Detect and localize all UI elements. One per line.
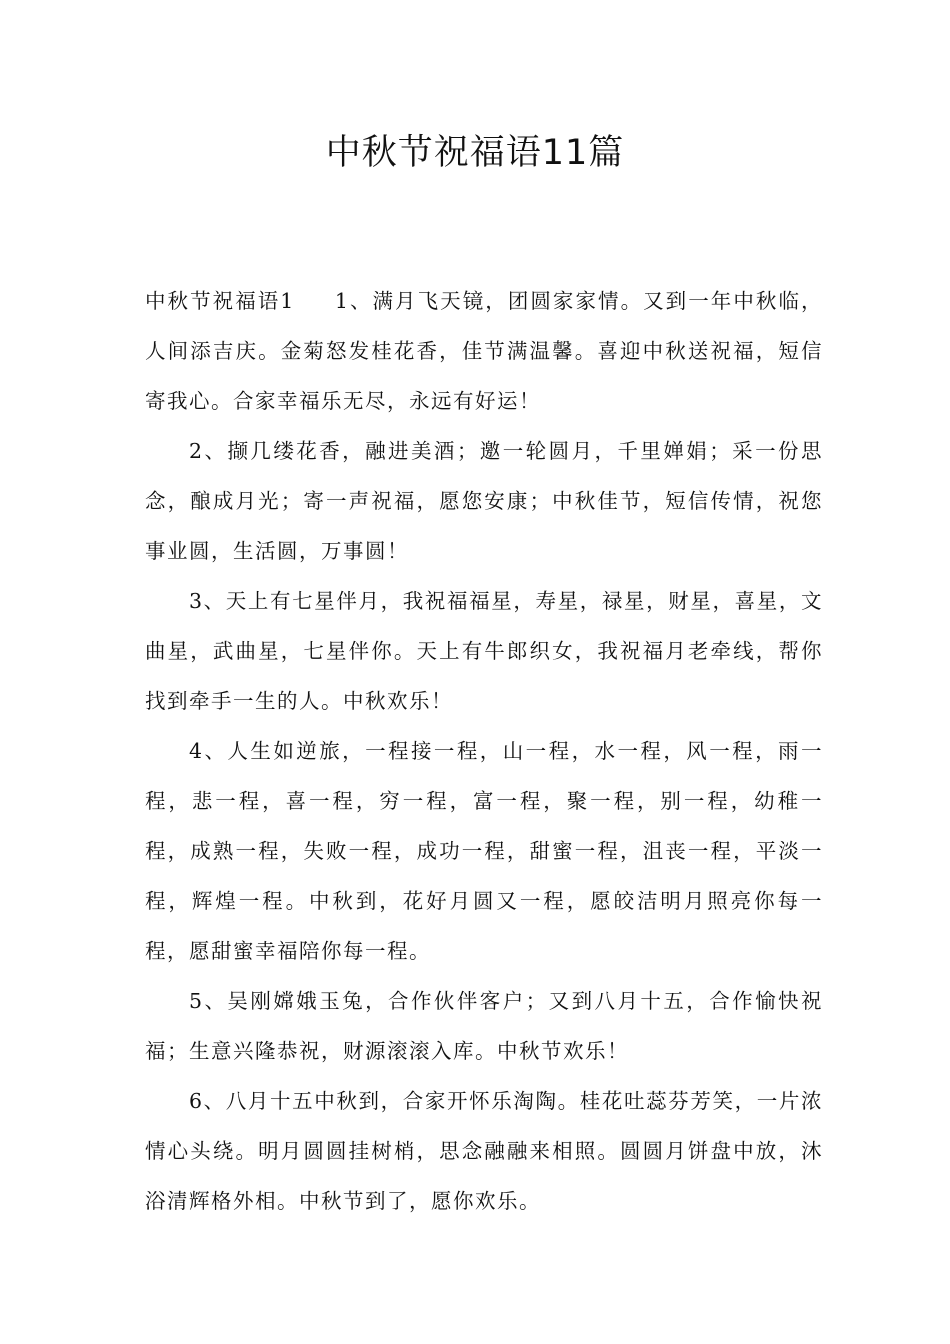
paragraph-5: 5、吴刚嫦娥玉兔，合作伙伴客户；又到八月十五，合作愉快祝福；生意兴隆恭祝，财源滚滚入库。中秋节欢乐！ [145, 989, 823, 1063]
document-body [145, 276, 823, 1226]
section-heading: 中秋节祝福语1 [145, 289, 295, 313]
document-title: 中秋节祝福语11篇 [325, 133, 625, 173]
paragraph-2: 2、撷几缕花香，融进美酒；邀一轮圆月，千里婵娟；采一份思念，酿成月光；寄一声祝福，愿您安康；中秋佳节，短信传情，祝您事业圆，生活圆，万事圆！ [145, 439, 823, 563]
paragraph-3: 3、天上有七星伴月，我祝福福星，寿星，禄星，财星，喜星，文曲星，武曲星，七星伴你。天上有牛郎织女，我祝福月老牵线，帮你找到牵手一生的人。中秋欢乐！ [145, 589, 823, 713]
paragraph-4: 4、人生如逆旅，一程接一程，山一程，水一程，风一程，雨一程，悲一程，喜一程，穷一程，富一程，聚一程，别一程，幼稚一程，成熟一程，失败一程，成功一程，甜蜜一程，沮丧一程，平淡一程，辉煌一程。中秋到，花好月圆又一程，愿皎洁明月照亮你每一程，愿甜蜜幸福陪你每一程。 [145, 739, 823, 963]
paragraph-6: 6、八月十五中秋到，合家开怀乐淘陶。桂花吐蕊芬芳笑，一片浓情心头绕。明月圆圆挂树梢，思念融融来相照。圆圆月饼盘中放，沐浴清辉格外相。中秋节到了，愿你欢乐。 [145, 1089, 823, 1213]
paragraph-1 [145, 276, 823, 426]
paragraph-1-text: 1、满月飞天镜，团圆家家情。又到一年中秋临，人间添吉庆。金菊怒发桂花香，佳节满温馨。喜迎中秋送祝福，短信寄我心。合家幸福乐无尽，永远有好运！ [145, 289, 823, 413]
